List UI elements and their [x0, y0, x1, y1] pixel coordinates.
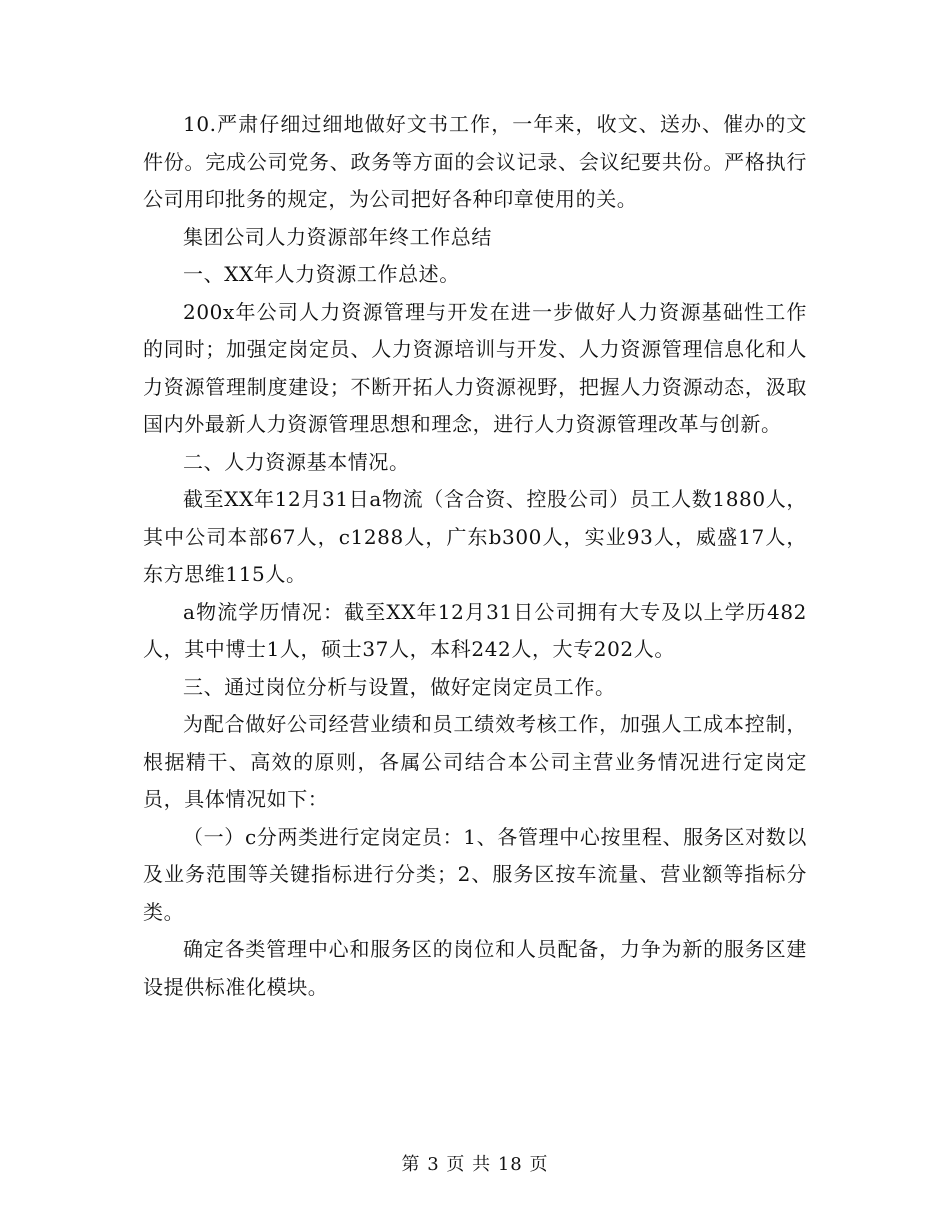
document-body: [143, 106, 807, 1006]
paragraph-headcount: 截至XX年12月31日a物流（含合资、控股公司）员工人数1880人，其中公司本部67人，c1288人，广东b300人，实业93人，威盛17人，东方思维115人。: [143, 487, 807, 586]
paragraph-hr-overview: 200x年公司人力资源管理与开发在进一步做好人力资源基础性工作的同时；加强定岗定员、人力资源培训与开发、人力资源管理信息化和人力资源管理制度建设；不断开拓人力资源视野，把握人力资源动态，汲取国内外最新人力资源管理思想和理念，进行人力资源管理改革与创新。: [143, 299, 807, 436]
paragraph-education: a物流学历情况：截至XX年12月31日公司拥有大专及以上学历482人，其中博士1人，硕士37人，本科242人，大专202人。: [143, 599, 807, 661]
paragraph-staffing-categories: （一）c分两类进行定岗定员：1、各管理中心按里程、服务区对数以及业务范围等关键指标进行分类；2、服务区按车流量、营业额等指标分类。: [143, 824, 807, 924]
paragraph-standardization: 确定各类管理中心和服务区的岗位和人员配备，力争为新的服务区建设提供标准化模块。: [143, 937, 807, 999]
page-number-footer: 第 3 页 共 18 页: [401, 1154, 549, 1175]
paragraph-staffing-principles: 为配合做好公司经营业绩和员工绩效考核工作，加强人工成本控制，根据精干、高效的原则，各属公司结合本公司主营业务情况进行定岗定员，具体情况如下：: [143, 712, 807, 811]
paragraph-clerical-work: 10.严肃仔细过细地做好文书工作，一年来，收文、送办、催办的文件份。完成公司党务、政务等方面的会议记录、会议纪要共份。严格执行公司用印批务的规定，为公司把好各种印章使用的关。: [143, 112, 807, 211]
heading-hr-overview: 一、XX年人力资源工作总述。: [183, 262, 460, 286]
heading-hr-basic-info: 二、人力资源基本情况。: [183, 449, 410, 474]
section-title: 集团公司人力资源部年终工作总结: [183, 224, 492, 249]
heading-position-analysis: 三、通过岗位分析与设置，做好定岗定员工作。: [183, 674, 616, 699]
